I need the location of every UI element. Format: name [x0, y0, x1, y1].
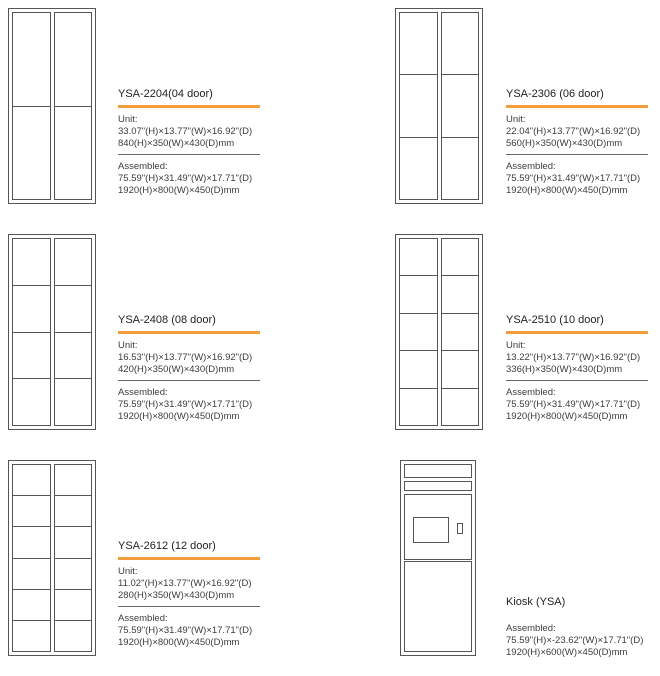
cabinet-body — [12, 464, 92, 652]
locker-door — [55, 527, 92, 558]
cabinet-column — [399, 238, 438, 426]
unit-mm: 420(H)×350(W)×430(D)mm — [118, 364, 235, 375]
assembled-label: Assembled: — [506, 623, 556, 634]
product-title: YSA-2204(04 door) — [118, 88, 260, 108]
assembled-inches: 75.59"(H)×-23.62"(W)×17.71"(D) — [506, 635, 644, 646]
locker-door — [442, 351, 479, 388]
unit-inches: 11.02"(H)×13.77"(W)×16.92"(D) — [118, 578, 252, 589]
cabinet-column — [54, 238, 93, 426]
kiosk-illustration — [400, 460, 476, 656]
assembled-mm: 1920(H)×800(W)×450(D)mm — [118, 637, 240, 648]
unit-label: Unit: — [118, 114, 138, 125]
locker-door — [442, 13, 479, 75]
product-info — [506, 314, 648, 423]
unit-inches: 13.22"(H)×13.77"(W)×16.92"(D) — [506, 352, 641, 363]
unit-inches: 16.53"(H)×13.77"(W)×16.92"(D) — [118, 352, 253, 363]
assembled-label: Assembled: — [118, 387, 168, 398]
locker-door — [400, 389, 437, 425]
divider — [506, 380, 648, 381]
assembled-mm: 1920(H)×800(W)×450(D)mm — [506, 411, 628, 422]
cabinet-illustration — [8, 460, 96, 656]
unit-inches: 33.07"(H)×13.77"(W)×16.92"(D) — [118, 126, 253, 137]
assembled-mm: 1920(H)×800(W)×450(D)mm — [118, 411, 240, 422]
divider — [506, 154, 648, 155]
assembled-label: Assembled: — [118, 613, 168, 624]
locker-door — [13, 496, 50, 527]
cabinet-illustration — [395, 8, 483, 204]
assembled-mm: 1920(H)×800(W)×450(D)mm — [506, 185, 628, 196]
locker-door — [400, 239, 437, 276]
assembled-label: Assembled: — [506, 387, 556, 398]
product-title: YSA-2306 (06 door) — [506, 88, 648, 108]
unit-mm: 840(H)×350(W)×430(D)mm — [118, 138, 235, 149]
locker-door — [442, 239, 479, 276]
assembled-inches: 75.59"(H)×31.49"(W)×17.71"(D) — [118, 625, 253, 636]
locker-door — [400, 138, 437, 199]
locker-door — [442, 389, 479, 425]
product-title: YSA-2612 (12 door) — [118, 540, 260, 560]
locker-door — [55, 239, 92, 286]
assembled-inches: 75.59"(H)×31.49"(W)×17.71"(D) — [506, 173, 641, 184]
locker-door — [442, 276, 479, 313]
cabinet-body — [399, 12, 479, 200]
unit-label: Unit: — [506, 340, 526, 351]
locker-door — [13, 333, 50, 380]
locker-door — [13, 13, 50, 107]
cabinet-body — [12, 12, 92, 200]
divider — [118, 380, 260, 381]
locker-door — [55, 286, 92, 333]
locker-door — [400, 314, 437, 351]
unit-mm: 560(H)×350(W)×430(D)mm — [506, 138, 623, 149]
kiosk-card-slot-icon — [457, 523, 463, 534]
cabinet-column — [441, 238, 480, 426]
locker-door — [13, 465, 50, 496]
product-card-ysa-2510 — [386, 226, 660, 450]
unit-label: Unit: — [506, 114, 526, 125]
assembled-inches: 75.59"(H)×31.49"(W)×17.71"(D) — [506, 399, 641, 410]
unit-mm: 280(H)×350(W)×430(D)mm — [118, 590, 235, 601]
product-info — [506, 88, 648, 197]
product-title: Kiosk (YSA) — [506, 596, 566, 608]
product-info — [506, 596, 648, 659]
locker-door — [55, 590, 92, 621]
cabinet-column — [54, 464, 93, 652]
unit-inches: 22.04"(H)×13.77"(W)×16.92"(D) — [506, 126, 641, 137]
product-info — [118, 540, 260, 649]
locker-door — [13, 379, 50, 425]
locker-door — [55, 559, 92, 590]
product-info — [118, 314, 260, 423]
locker-door — [13, 559, 50, 590]
divider — [118, 154, 260, 155]
product-card-ysa-2204 — [0, 0, 330, 224]
assembled-mm: 1920(H)×600(W)×450(D)mm — [506, 647, 628, 658]
unit-label: Unit: — [118, 566, 138, 577]
locker-door — [400, 276, 437, 313]
locker-door — [13, 621, 50, 651]
locker-door — [13, 286, 50, 333]
cabinet-illustration — [8, 8, 96, 204]
locker-door — [13, 107, 50, 200]
assembled-inches: 75.59"(H)×31.49"(W)×17.71"(D) — [118, 399, 253, 410]
cabinet-column — [12, 238, 51, 426]
locker-door — [442, 75, 479, 137]
kiosk-screen-icon — [413, 517, 449, 543]
cabinet-column — [441, 12, 480, 200]
locker-door — [55, 107, 92, 200]
kiosk-bar-panel — [404, 481, 472, 491]
divider — [118, 606, 260, 607]
product-card-kiosk — [386, 452, 660, 676]
locker-door — [55, 496, 92, 527]
locker-door — [13, 527, 50, 558]
locker-door — [400, 351, 437, 388]
locker-door — [55, 465, 92, 496]
assembled-mm: 1920(H)×800(W)×450(D)mm — [118, 185, 240, 196]
locker-door — [55, 621, 92, 651]
locker-door — [13, 590, 50, 621]
unit-label: Unit: — [118, 340, 138, 351]
assembled-label: Assembled: — [118, 161, 168, 172]
product-card-ysa-2306 — [386, 0, 660, 224]
locker-door — [442, 138, 479, 199]
cabinet-column — [12, 464, 51, 652]
locker-door — [55, 13, 92, 107]
cabinet-body — [399, 238, 479, 426]
kiosk-control-panel — [404, 494, 472, 560]
cabinet-body — [12, 238, 92, 426]
assembled-inches: 75.59"(H)×31.49"(W)×17.71"(D) — [118, 173, 253, 184]
cabinet-illustration — [8, 234, 96, 430]
cabinet-illustration — [395, 234, 483, 430]
assembled-label: Assembled: — [506, 161, 556, 172]
product-info — [118, 88, 260, 197]
product-title: YSA-2510 (10 door) — [506, 314, 648, 334]
cabinet-column — [54, 12, 93, 200]
locker-door — [442, 314, 479, 351]
locker-door — [400, 13, 437, 75]
kiosk-header-panel — [404, 464, 472, 478]
product-title: YSA-2408 (08 door) — [118, 314, 260, 334]
product-card-ysa-2408 — [0, 226, 330, 450]
kiosk-lower-door — [404, 561, 472, 652]
locker-door — [55, 333, 92, 380]
cabinet-column — [399, 12, 438, 200]
product-card-ysa-2612 — [0, 452, 330, 676]
unit-mm: 336(H)×350(W)×430(D)mm — [506, 364, 623, 375]
locker-door — [400, 75, 437, 137]
locker-door — [55, 379, 92, 425]
locker-door — [13, 239, 50, 286]
cabinet-column — [12, 12, 51, 200]
